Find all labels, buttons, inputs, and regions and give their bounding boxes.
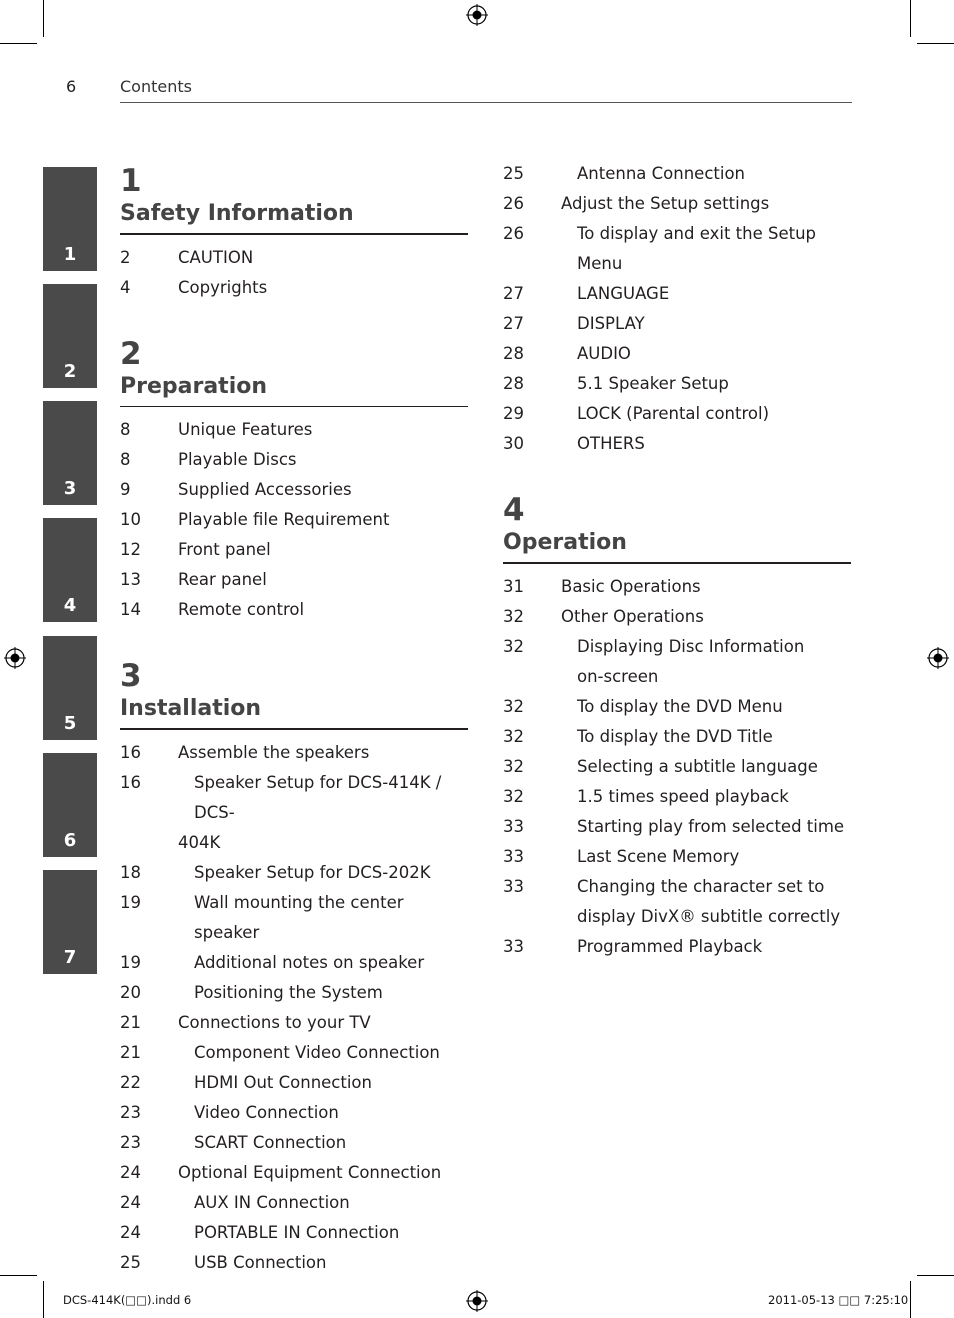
- toc-entry-page: 19: [120, 952, 141, 972]
- toc-entry-page: 28: [503, 374, 524, 393]
- toc-entry-text: To display the DVD Title: [577, 726, 773, 746]
- toc-entry[interactable]: [120, 1068, 468, 1098]
- toc-left-column: [120, 160, 468, 1314]
- toc-section-1: [120, 163, 468, 303]
- section-divider: [120, 233, 468, 235]
- toc-entry-page: 25: [120, 1252, 141, 1272]
- chapter-tab-3[interactable]: 3: [43, 401, 97, 505]
- crop-mark: [43, 1281, 44, 1318]
- toc-entry-text: Antenna Connection: [577, 164, 745, 183]
- toc-entry-text: Unique Features: [178, 420, 313, 439]
- toc-entry[interactable]: [503, 279, 851, 309]
- toc-entry-page: 10: [120, 510, 141, 529]
- toc-entry[interactable]: [120, 1038, 468, 1068]
- registration-mark-icon: [466, 4, 488, 26]
- chapter-tab-7[interactable]: 7: [43, 870, 97, 974]
- toc-entry[interactable]: [503, 309, 851, 339]
- toc-entry-page: 26: [503, 194, 524, 213]
- toc-entry[interactable]: [503, 602, 851, 632]
- crop-mark: [0, 43, 37, 44]
- toc-entry-page: 21: [120, 1042, 141, 1062]
- toc-section-2: [120, 335, 468, 626]
- toc-entry-text: Connections to your TV: [178, 1012, 371, 1032]
- toc-entry-text: Speaker Setup for DCS-202K: [194, 862, 431, 882]
- toc-entry-page: 14: [120, 600, 141, 619]
- section-number: 4: [503, 492, 525, 528]
- toc-entry-page: 4: [120, 277, 131, 297]
- toc-entry-text: AUDIO: [577, 344, 631, 363]
- toc-entry-page: 32: [503, 756, 524, 776]
- toc-entry[interactable]: [120, 1008, 468, 1038]
- toc-entry-text: Programmed Playback: [577, 936, 763, 956]
- toc-entry-text: Starting play from selected time: [577, 816, 845, 836]
- crop-mark: [43, 0, 44, 37]
- page-title: Contents: [120, 77, 192, 96]
- toc-entry-text: 404K: [178, 832, 221, 852]
- toc-entry-text: DISPLAY: [577, 314, 645, 333]
- toc-entry-text: 5.1 Speaker Setup: [577, 374, 729, 393]
- toc-entry-text: Last Scene Memory: [577, 846, 740, 866]
- toc-entry[interactable]: [120, 978, 468, 1008]
- toc-entry[interactable]: [120, 1098, 468, 1128]
- header-divider: [120, 102, 852, 103]
- toc-entry-page: 24: [120, 1162, 141, 1182]
- toc-entry[interactable]: [503, 369, 851, 399]
- toc-entry[interactable]: [503, 692, 851, 722]
- toc-entry-page: 32: [503, 696, 524, 716]
- toc-entry[interactable]: [503, 429, 851, 459]
- toc-entry-page: 23: [120, 1132, 141, 1152]
- toc-entry-page: 20: [120, 982, 141, 1002]
- toc-entry[interactable]: [120, 888, 468, 948]
- toc-entry-page: 16: [120, 772, 141, 792]
- toc-entry[interactable]: [120, 595, 468, 625]
- registration-mark-icon: [4, 647, 26, 669]
- toc-entry-page: 16: [120, 742, 141, 762]
- section-title: Preparation: [120, 373, 268, 399]
- toc-entry-text: Selecting a subtitle language: [577, 756, 818, 776]
- toc-entry-text: Component Video Connection: [194, 1042, 440, 1062]
- section-divider: [120, 406, 468, 408]
- crop-mark: [0, 1275, 37, 1276]
- toc-entry[interactable]: [120, 1158, 468, 1188]
- toc-entry[interactable]: [503, 932, 851, 962]
- section-divider: [503, 562, 851, 564]
- crop-mark: [917, 43, 954, 44]
- toc-entry-page: 12: [120, 540, 141, 559]
- toc-entry-text: Adjust the Setup settings: [561, 194, 770, 213]
- toc-entry-page: 23: [120, 1102, 141, 1122]
- toc-entry-text: PORTABLE IN Connection: [194, 1222, 400, 1242]
- toc-entry-text: Video Connection: [194, 1102, 339, 1122]
- toc-entry-text: Assemble the speakers: [178, 742, 370, 762]
- toc-entry[interactable]: [503, 159, 851, 189]
- toc-entry-text: Basic Operations: [561, 576, 701, 596]
- toc-entry-page: 18: [120, 862, 141, 882]
- toc-entry[interactable]: [120, 768, 468, 828]
- toc-entry-text: SCART Connection: [194, 1132, 347, 1152]
- section-number: 2: [120, 335, 142, 372]
- toc-entry[interactable]: [120, 1188, 468, 1218]
- toc-entry[interactable]: [503, 872, 851, 902]
- section-title: Installation: [120, 696, 262, 721]
- toc-entry-text: Supplied Accessories: [178, 480, 352, 499]
- toc-entry[interactable]: [120, 273, 468, 303]
- chapter-tab-5[interactable]: 5: [43, 636, 97, 740]
- toc-entry-page: 26: [503, 224, 524, 243]
- toc-entry-text: Displaying Disc Information: [577, 636, 805, 656]
- crop-mark: [910, 1281, 911, 1318]
- toc-entry-text: To display and exit the Setup Menu: [577, 224, 817, 273]
- toc-entry[interactable]: [503, 812, 851, 842]
- toc-entry-page: 33: [503, 876, 524, 896]
- toc-entry[interactable]: [120, 948, 468, 978]
- section-divider: [120, 728, 468, 730]
- toc-entry-text: Positioning the System: [194, 982, 383, 1002]
- page-number: 6: [66, 77, 77, 96]
- toc-section-4: [503, 492, 851, 962]
- toc-entry-page: 31: [503, 576, 524, 596]
- toc-entry-text: Additional notes on speaker: [194, 952, 425, 972]
- toc-entry-text: 1.5 times speed playback: [577, 786, 789, 806]
- registration-mark-icon: [466, 1290, 488, 1312]
- toc-entry[interactable]: [120, 243, 468, 273]
- toc-entry-page: 25: [503, 164, 524, 183]
- toc-entry-page: 30: [503, 434, 524, 453]
- toc-entry[interactable]: [503, 572, 851, 602]
- toc-entry-text: To display the DVD Menu: [577, 696, 783, 716]
- toc-entry-page: 33: [503, 936, 524, 956]
- chapter-tab-4[interactable]: 4: [43, 518, 97, 622]
- toc-entry[interactable]: [120, 535, 468, 565]
- crop-mark: [917, 1275, 954, 1276]
- footer-file-name: DCS-414K(□□).indd 6: [63, 1293, 192, 1307]
- toc-section-3-continued: [503, 159, 851, 459]
- toc-entry-page: [503, 662, 561, 692]
- footer-timestamp: 2011-05-13 □□ 7:25:10: [768, 1293, 909, 1307]
- toc-entry[interactable]: [503, 782, 851, 812]
- toc-entry[interactable]: [120, 505, 468, 535]
- toc-entry[interactable]: [503, 632, 851, 662]
- toc-entry[interactable]: [120, 475, 468, 505]
- toc-entry-page: 9: [120, 480, 131, 499]
- section-title: Operation: [503, 530, 627, 555]
- toc-entry[interactable]: [503, 752, 851, 782]
- toc-entry[interactable]: [120, 738, 468, 768]
- toc-entry[interactable]: [120, 1248, 468, 1278]
- toc-entry-page: 29: [503, 404, 524, 423]
- toc-entry-page: 13: [120, 570, 141, 589]
- toc-entry-page: 28: [503, 344, 524, 363]
- toc-entry-text: Changing the character set to: [577, 876, 825, 896]
- toc-entry-text: Wall mounting the center speaker: [194, 892, 404, 942]
- toc-entry-text: LANGUAGE: [577, 284, 670, 303]
- toc-entry[interactable]: [120, 858, 468, 888]
- toc-entry[interactable]: [120, 565, 468, 595]
- toc-entry[interactable]: [503, 842, 851, 872]
- toc-entry-page: 8: [120, 450, 131, 469]
- section-number: 3: [120, 658, 142, 694]
- toc-entry-page: [120, 828, 178, 858]
- toc-entry-text: Front panel: [178, 540, 271, 559]
- toc-entry-page: 24: [120, 1192, 141, 1212]
- chapter-tab-1[interactable]: 1: [43, 167, 97, 271]
- toc-entry[interactable]: [120, 1128, 468, 1158]
- toc-entry-page: 22: [120, 1072, 141, 1092]
- toc-entry-text: OTHERS: [577, 434, 645, 453]
- toc-entry-text: Optional Equipment Connection: [178, 1162, 442, 1182]
- toc-entry-text: Other Operations: [561, 606, 704, 626]
- toc-entry-text: Rear panel: [178, 570, 267, 589]
- crop-mark: [910, 0, 911, 37]
- toc-entry-text: CAUTION: [178, 247, 254, 267]
- toc-entry[interactable]: [120, 1218, 468, 1248]
- toc-entry[interactable]: [503, 399, 851, 429]
- toc-entry[interactable]: [120, 445, 468, 475]
- toc-entry-text: USB Connection: [194, 1252, 327, 1272]
- toc-entry-text: LOCK (Parental control): [577, 404, 770, 423]
- toc-entry-page: 21: [120, 1012, 141, 1032]
- toc-right-column: [503, 159, 851, 998]
- toc-entry[interactable]: [503, 902, 851, 932]
- toc-entry-text: Speaker Setup for DCS-414K / DCS-: [194, 772, 442, 822]
- toc-entry[interactable]: [120, 828, 468, 858]
- chapter-tab-6[interactable]: 6: [43, 753, 97, 857]
- toc-entry-page: 24: [120, 1222, 141, 1242]
- toc-entry[interactable]: [503, 722, 851, 752]
- toc-entry-text: Copyrights: [178, 277, 268, 297]
- toc-entry[interactable]: [503, 219, 851, 279]
- chapter-tab-2[interactable]: 2: [43, 284, 97, 388]
- toc-entry-text: Remote control: [178, 600, 305, 619]
- toc-entry-page: [503, 902, 561, 932]
- toc-entry-page: 32: [503, 786, 524, 806]
- toc-entry-text: display DivX® subtitle correctly: [577, 906, 841, 926]
- toc-entry[interactable]: [120, 415, 468, 445]
- toc-entry[interactable]: [503, 189, 851, 219]
- section-number: 1: [120, 163, 142, 199]
- toc-entry-page: 32: [503, 606, 524, 626]
- toc-entry[interactable]: [503, 662, 851, 692]
- toc-entry-page: 27: [503, 284, 524, 303]
- toc-entry-page: 32: [503, 726, 524, 746]
- toc-entry-text: Playable Discs: [178, 450, 297, 469]
- toc-entry-page: 33: [503, 816, 524, 836]
- toc-entry-page: 33: [503, 846, 524, 866]
- toc-entry-page: 8: [120, 420, 131, 439]
- toc-entry-text: AUX IN Connection: [194, 1192, 350, 1212]
- registration-mark-icon: [927, 647, 949, 669]
- section-title: Safety Information: [120, 201, 354, 226]
- toc-section-3: [120, 658, 468, 1278]
- toc-entry-text: on-screen: [577, 666, 659, 686]
- toc-entry-page: 2: [120, 247, 131, 267]
- toc-entry-page: 32: [503, 636, 524, 656]
- toc-entry-text: HDMI Out Connection: [194, 1072, 372, 1092]
- toc-entry[interactable]: [503, 339, 851, 369]
- toc-entry-page: 27: [503, 314, 524, 333]
- toc-entry-page: 19: [120, 892, 141, 912]
- toc-entry-text: Playable file Requirement: [178, 510, 390, 529]
